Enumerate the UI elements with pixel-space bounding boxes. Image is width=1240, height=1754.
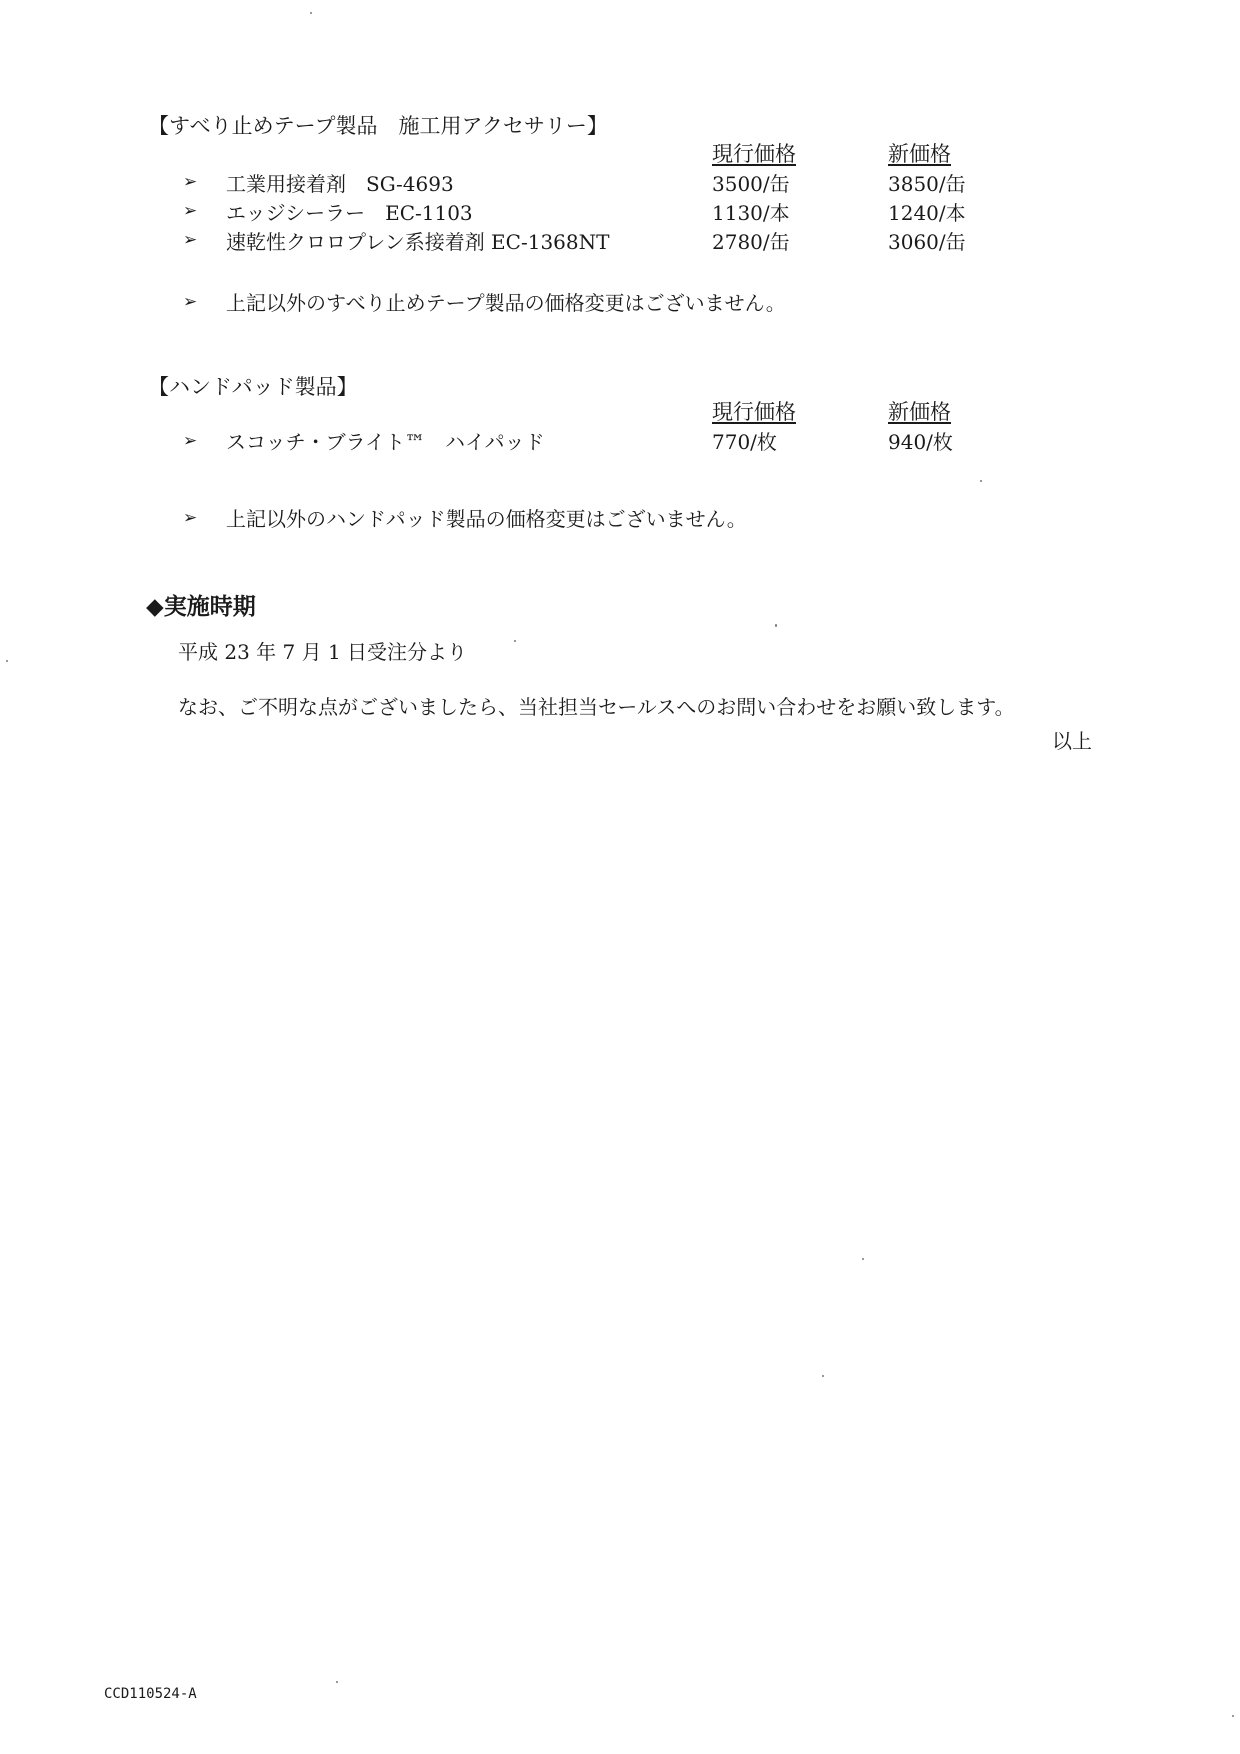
tape-item-name: 工業用接着剤 SG-4693 xyxy=(226,172,454,196)
pad-item-name: スコッチ・ブライト™ ハイパッド xyxy=(226,430,545,454)
pad-item-current-price: 770/枚 xyxy=(712,430,777,454)
tape-item-current-price: 3500/缶 xyxy=(712,172,790,196)
bullet-arrow-icon: ➢ xyxy=(183,508,198,528)
pad-new-price-header: 新価格 xyxy=(888,400,951,424)
closing-mark: 以上 xyxy=(1052,729,1092,753)
pad-section-note: 上記以外のハンドパッド製品の価格変更はございません。 xyxy=(226,507,747,531)
bullet-arrow-icon: ➢ xyxy=(183,292,198,312)
tape-item-new-price: 1240/本 xyxy=(888,201,966,225)
scan-speck xyxy=(6,660,8,662)
implementation-date: 平成 23 年 7 月 1 日受注分より xyxy=(178,640,468,664)
bullet-arrow-icon: ➢ xyxy=(183,230,198,250)
tape-new-price-header: 新価格 xyxy=(888,142,951,166)
scan-speck xyxy=(1232,1715,1234,1717)
tape-section-note: 上記以外のすべり止めテープ製品の価格変更はございません。 xyxy=(226,291,786,315)
tape-item-name: 速乾性クロロプレン系接着剤 EC-1368NT xyxy=(226,230,610,254)
tape-item-new-price: 3060/缶 xyxy=(888,230,966,254)
inquiry-paragraph: なお、ご不明な点がございましたら、当社担当セールスへのお問い合わせをお願い致します。 xyxy=(178,695,1015,719)
scan-speck xyxy=(336,1681,338,1683)
tape-current-price-header: 現行価格 xyxy=(712,142,796,166)
document-code: CCD110524-A xyxy=(104,1686,197,1702)
tape-section-title: 【すべり止めテープ製品 施工用アクセサリー】 xyxy=(148,114,608,138)
scan-speck xyxy=(822,1375,824,1377)
pad-item-new-price: 940/枚 xyxy=(888,430,953,454)
scan-speck xyxy=(775,624,777,627)
scan-speck xyxy=(980,480,982,482)
scan-speck xyxy=(862,1258,864,1260)
bullet-arrow-icon: ➢ xyxy=(183,431,198,451)
bullet-arrow-icon: ➢ xyxy=(183,201,198,221)
tape-item-current-price: 1130/本 xyxy=(712,201,790,225)
pad-current-price-header: 現行価格 xyxy=(712,400,796,424)
tape-item-name: エッジシーラー EC-1103 xyxy=(226,201,473,225)
scan-speck xyxy=(310,12,312,14)
bullet-arrow-icon: ➢ xyxy=(183,172,198,192)
implementation-title: ◆実施時期 xyxy=(146,594,256,620)
scan-speck xyxy=(514,640,516,642)
tape-item-new-price: 3850/缶 xyxy=(888,172,966,196)
tape-item-current-price: 2780/缶 xyxy=(712,230,790,254)
pad-section-title: 【ハンドパッド製品】 xyxy=(148,375,358,399)
